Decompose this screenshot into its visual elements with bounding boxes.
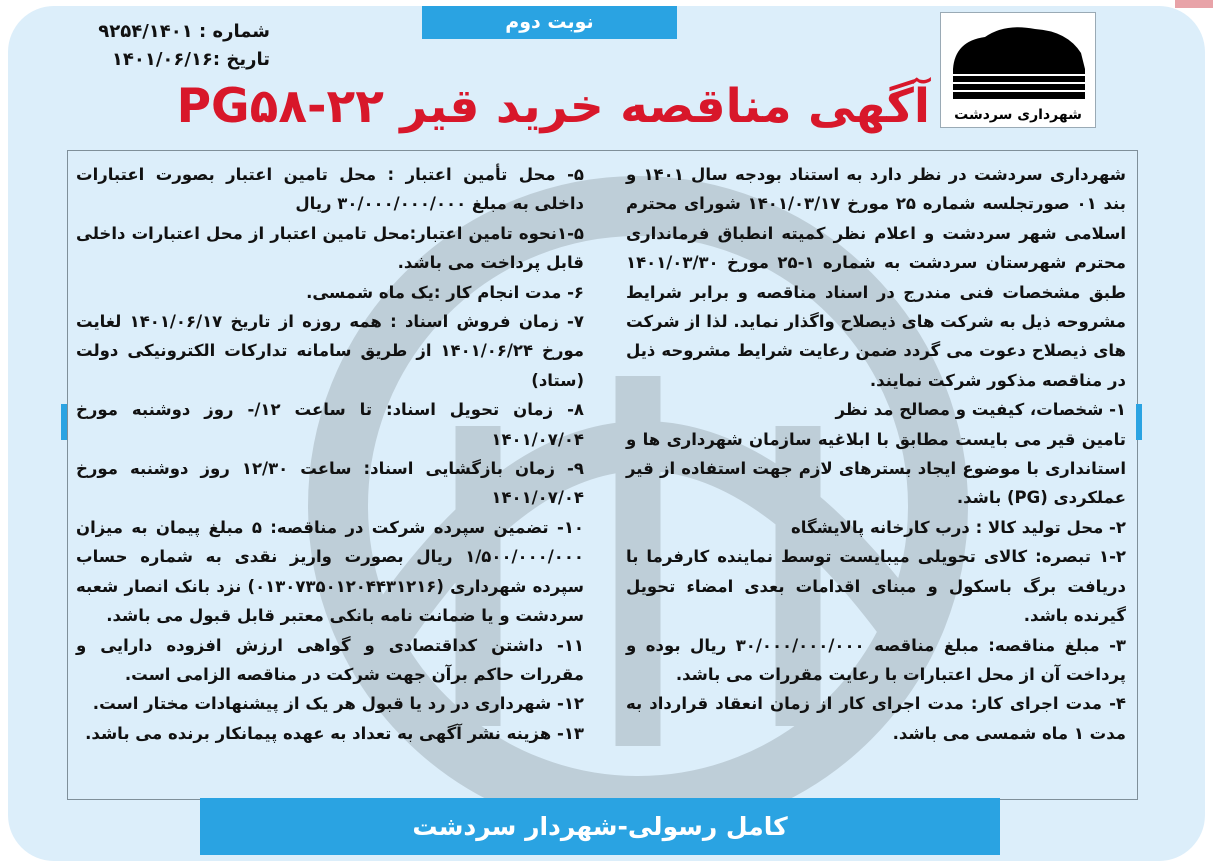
paragraph: ۵- محل تأمین اعتبار : محل تامین اعتبار بصورت اعتبارات داخلی به مبلغ ۳۰/۰۰۰/۰۰۰/۰۰۰ ریال — [76, 165, 584, 214]
paragraph: ۱۱- داشتن کداقتصادی و گواهی ارزش افزوده دارایی و مقررات حاکم برآن جهت شرکت در مناقصه الزامی است. — [76, 635, 584, 684]
signature-footer: کامل رسولی-شهردار سردشت — [200, 798, 1000, 855]
right-column — [626, 160, 1126, 748]
paragraph: ۴- مدت اجرای کار: مدت اجرای کار از زمان انعقاد قرارداد به مدت ۱ ماه شمسی می باشد. — [626, 694, 1126, 743]
paragraph: ۲- محل تولید کالا : درب کارخانه پالایشگاه — [791, 517, 1126, 537]
municipality-logo — [940, 12, 1096, 128]
frame-side-mark-right — [1136, 404, 1142, 440]
reference-number: شماره : ۹۲۵۴/۱۴۰۱ — [98, 21, 270, 42]
reference-date: تاریخ :۱۴۰۱/۰۶/۱۶ — [111, 49, 270, 70]
paragraph: ۳- مبلغ مناقصه: مبلغ مناقصه ۳۰/۰۰۰/۰۰۰/۰۰۰ ریال بوده و پرداخت آن از محل اعتبارات با رعایت مقررات می باشد. — [626, 635, 1126, 684]
paragraph: ۱۲- شهرداری در رد یا قبول هر یک از پیشنهادات مختار است. — [92, 694, 584, 714]
paragraph: شهرداری سردشت در نظر دارد به استناد بودجه سال ۱۴۰۱ و بند ۰۱ صورتجلسه شماره ۲۵ مورخ ۱۴۰۱/۰۳/۱۷ شورای محترم اسلامی شهر سردشت و اعلام نظر کمیته انطباق فرمانداری محترم شهرستان سردشت به شماره ۱-۲۵ مورخ ۱۴۰۱/۰۳/۳۰ طبق مشخصات فنی مندرج در اسناد مناقصه و برابر شرایط مشروحه ذیل به شرکت های ذیصلاح واگذار نماید. لذا از شرکت های ذیصلاح دعوت می گردد ضمن رعایت شرایط مشروحه ذیل در مناقصه مذکور شرکت نمایند. — [626, 165, 1126, 390]
paragraph: ۹- زمان بازگشایی اسناد: ساعت ۱۲/۳۰ روز دوشنبه مورخ ۱۴۰۱/۰۷/۰۴ — [76, 459, 584, 508]
corner-strip — [1175, 0, 1213, 8]
reference-block — [70, 18, 270, 74]
logo-label: شهرداری سردشت — [954, 107, 1082, 123]
paragraph: ۶- مدت انجام کار :یک ماه شمسی. — [306, 282, 584, 302]
left-column — [76, 160, 584, 748]
paragraph: ۱-۲ تبصره: کالای تحویلی میبایست توسط نماینده کارفرما با دریافت برگ باسکول و مبنای اقدامات بعدی امضاء تحویل گیرنده باشد. — [626, 547, 1126, 626]
paragraph: ۱۰- تضمین سپرده شرکت در مناقصه: ۵ مبلغ پیمان به میزان ۱/۵۰۰/۰۰۰/۰۰۰ ریال بصورت واریز نقدی به شماره حساب سپرده شهرداری (۰۱۳۰۷۳۵۰۱۲۰۴۴۳۱۲۱۶) نزد بانک انصار شعبه سردشت و یا ضمانت نامه بانکی معتبر قابل قبول می باشد. — [76, 517, 585, 626]
mountain-logo-icon — [945, 19, 1091, 99]
publication-round-badge: نوبت دوم — [422, 6, 677, 39]
paragraph: ۱- شخصات، کیفیت و مصالح مد نظر — [835, 400, 1126, 420]
paragraph: تامین قیر می بایست مطابق با ابلاغیه سازمان شهرداری ها و استانداری با موضوع ایجاد بسترهای لازم جهت استفاده از قیر عملکردی (PG) باشد. — [626, 429, 1126, 508]
paragraph: ۷- زمان فروش اسناد : همه روزه از تاریخ ۱۴۰۱/۰۶/۱۷ لغایت مورخ ۱۴۰۱/۰۶/۲۴ از طریق سامانه تدارکات الکترونیکی دولت (ستاد) — [76, 312, 584, 390]
paragraph: ۱-۵نحوه تامین اعتبار:محل تامین اعتبار از محل اعتبارات داخلی قابل پرداخت می باشد. — [76, 223, 584, 273]
paragraph: ۱۳- هزینه نشر آگهی به تعداد به عهده پیمانکار برنده می باشد. — [85, 723, 584, 743]
paragraph: ۸- زمان تحویل اسناد: تا ساعت ۱۲/- روز دوشنبه مورخ ۱۴۰۱/۰۷/۰۴ — [76, 400, 584, 449]
frame-side-mark-left — [61, 404, 67, 440]
page-title: آگهی مناقصه خرید قیر PG۵۸-۲۲ — [176, 79, 930, 134]
